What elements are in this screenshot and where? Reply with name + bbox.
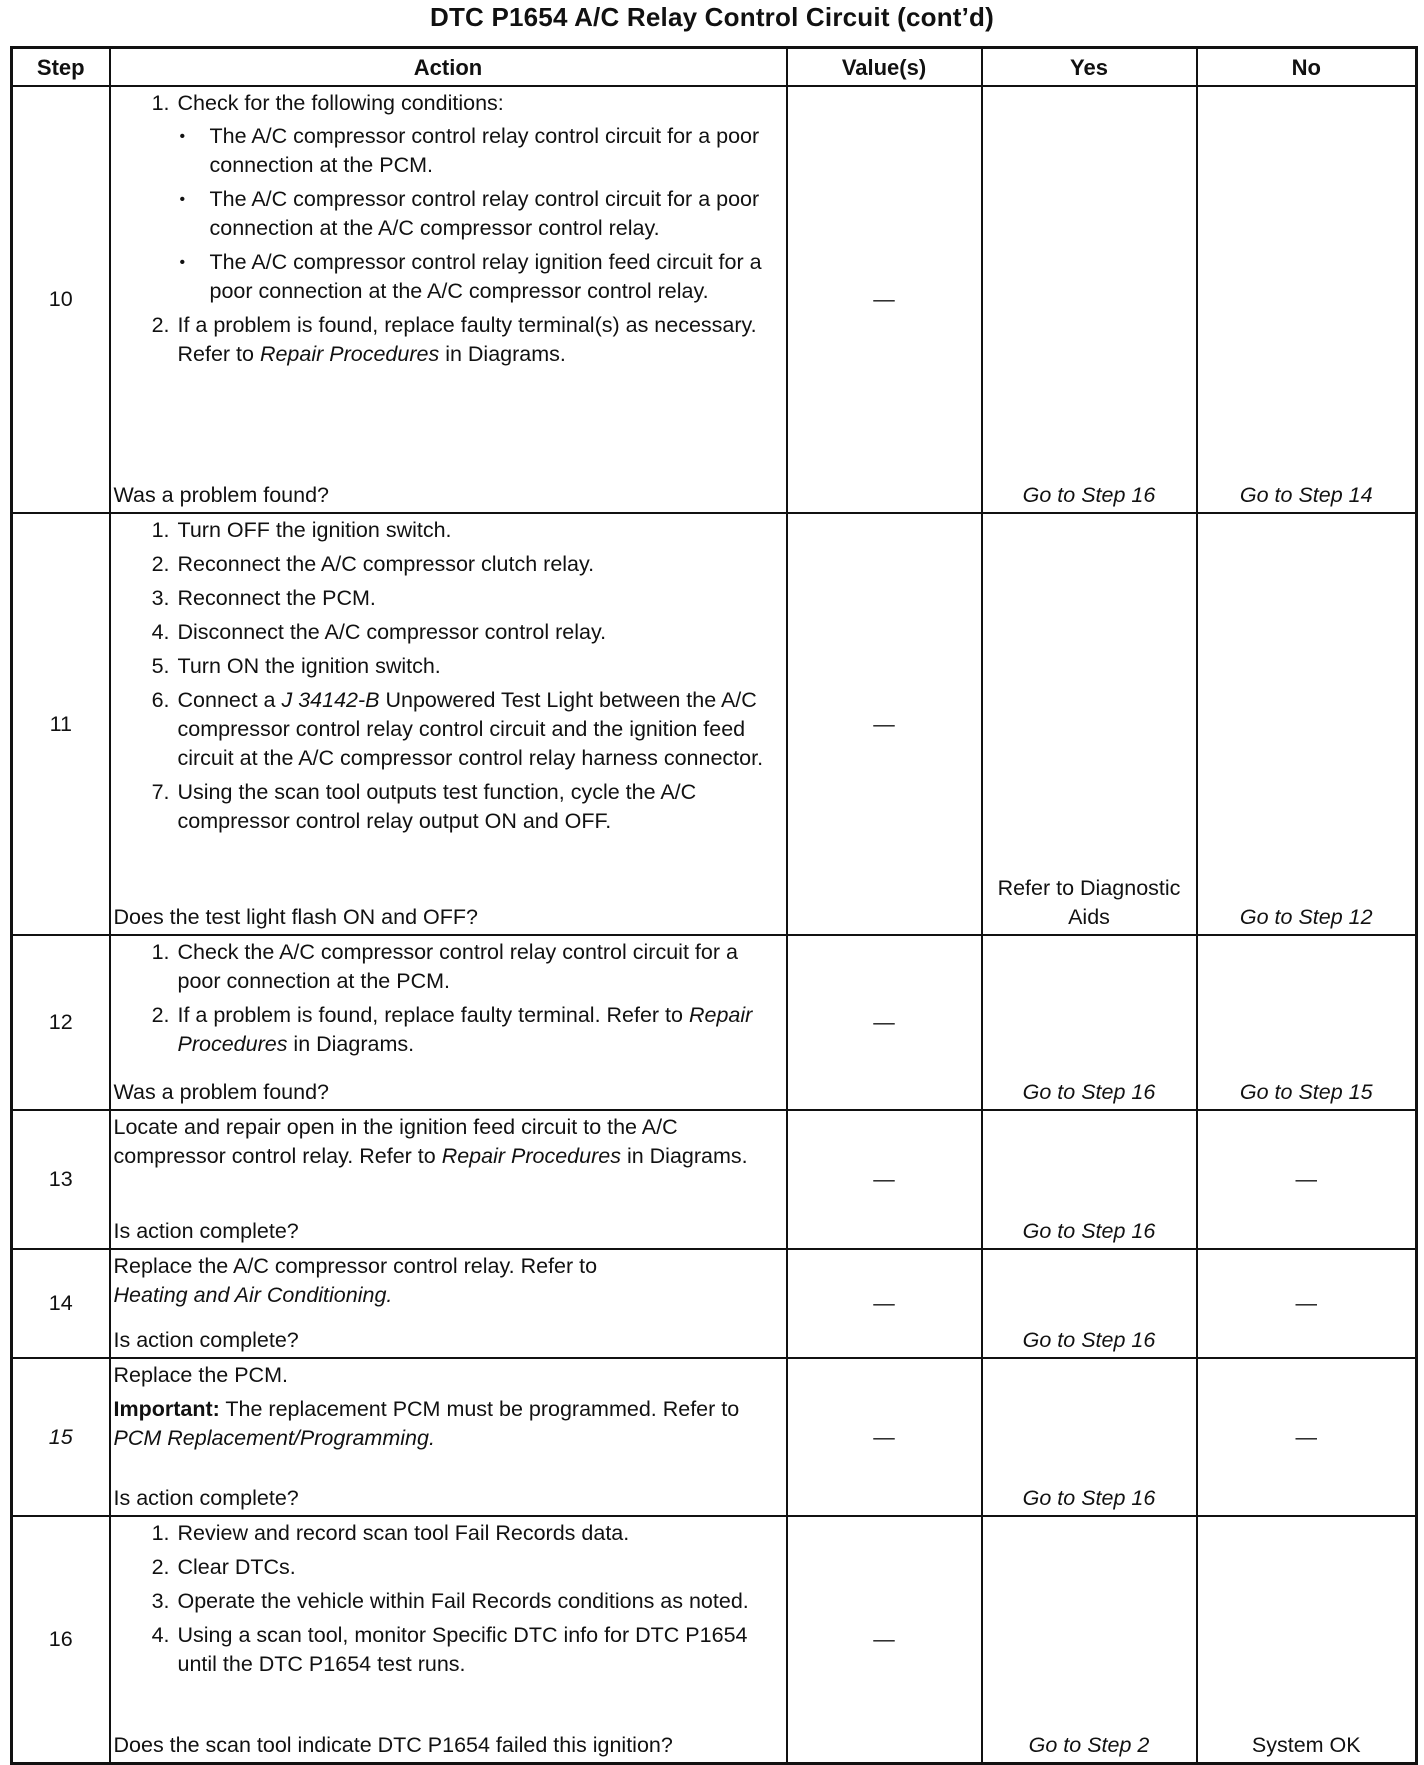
question: Is action complete? [113,1486,299,1510]
reference-link: Repair Procedures [259,342,440,366]
action-text: Replace the PCM. [113,1363,288,1387]
action-cell [110,513,787,935]
yes-cell: Go to Step 16 [982,1249,1197,1358]
action-cell [110,1516,787,1764]
list-item: 2. Clear DTCs. [176,1553,782,1582]
condition-list [178,122,782,306]
value-cell: — [787,1516,982,1764]
list-item: 2. Reconnect the A/C compressor clutch relay. [176,550,782,579]
step-number: 16 [12,1516,110,1764]
important-label: Important: [113,1397,220,1421]
no-cell: — [1197,1110,1417,1249]
value-cell: — [787,1358,982,1516]
yes-cell: Go to Step 16 [982,1358,1197,1516]
value-cell: — [787,1110,982,1249]
action-cell [110,935,787,1110]
yes-cell: Go to Step 2 [982,1516,1197,1764]
value-cell: — [787,513,982,935]
step-number: 13 [12,1110,110,1249]
reference-link: Heating and Air Conditioning. [113,1283,393,1307]
action-cell [110,1249,787,1358]
question: Does the test light flash ON and OFF? [113,905,478,929]
table-row-step-14 [12,1249,1417,1358]
header-step: Step [12,48,110,87]
list-item: 1. Check for the following conditions: • The A/C compressor control relay control circuit for a poor connection at the PCM. • The A/C compressor control relay control circuit for a poor connection at the A/C compressor control relay. • The A/C compressor control relay ignition feed circuit for a poor connection at the A/C compressor control relay. [176,89,782,306]
reference-link: Repair Procedures [177,1003,753,1056]
header-no: No [1197,48,1417,87]
value-cell: — [787,1249,982,1358]
list-item: • The A/C compressor control relay control circuit for a poor connection at the A/C compressor control relay. [206,185,782,243]
question: Was a problem found? [113,483,330,507]
yes-cell: Go to Step 16 [982,935,1197,1110]
table-row-step-13 [12,1110,1417,1249]
list-item: 3. Operate the vehicle within Fail Records conditions as noted. [176,1587,782,1616]
action-text: Replace the A/C compressor control relay. Refer to Heating and Air Conditioning. [113,1254,598,1307]
list-item: 3. Reconnect the PCM. [176,584,782,613]
list-item: 2. If a problem is found, replace faulty terminal(s) as necessary. Refer to Repair Procedures in Diagrams. [176,311,782,369]
list-item: 1. Review and record scan tool Fail Records data. [176,1519,782,1548]
header-row [12,48,1417,87]
reference-link: PCM Replacement/Programming. [113,1426,435,1450]
no-cell: Go to Step 15 [1197,935,1417,1110]
value-cell: — [787,86,982,513]
table-row-step-15 [12,1358,1417,1516]
step-number: 10 [12,86,110,513]
table-row-step-12 [12,935,1417,1110]
question: Is action complete? [113,1328,299,1352]
list-item: 1. Check the A/C compressor control relay control circuit for a poor connection at the PCM. [176,938,782,996]
table-row-step-11 [12,513,1417,935]
question: Does the scan tool indicate DTC P1654 failed this ignition? [113,1733,673,1757]
diagnostic-table [10,46,1418,1765]
tool-name: J 34142-B [281,688,380,712]
no-cell: — [1197,1358,1417,1516]
action-list [114,516,782,841]
action-list [114,1519,782,1684]
no-cell: — [1197,1249,1417,1358]
list-item: 5. Turn ON the ignition switch. [176,652,782,681]
list-item: • The A/C compressor control relay ignition feed circuit for a poor connection at the A/C compressor control relay. [206,248,782,306]
action-cell [110,1110,787,1249]
yes-cell: Go to Step 16 [982,1110,1197,1249]
no-cell: Go to Step 12 [1197,513,1417,935]
list-item: 7. Using the scan tool outputs test function, cycle the A/C compressor control relay output ON and OFF. [176,778,782,836]
list-item: • The A/C compressor control relay control circuit for a poor connection at the PCM. [206,122,782,180]
header-yes: Yes [982,48,1197,87]
no-cell: Go to Step 14 [1197,86,1417,513]
yes-cell: Go to Step 16 [982,86,1197,513]
list-item: 4. Disconnect the A/C compressor control relay. [176,618,782,647]
action-list [114,89,782,374]
list-item: 1. Turn OFF the ignition switch. [176,516,782,545]
table-row-step-10 [12,86,1417,513]
action-cell [110,86,787,513]
page-title: DTC P1654 A/C Relay Control Circuit (cont’d) [429,2,995,32]
yes-cell: Refer to Diagnostic Aids [982,513,1197,935]
no-cell: System OK [1197,1516,1417,1764]
action-text: Locate and repair open in the ignition feed circuit to the A/C compressor control relay. Refer to Repair Procedures in Diagrams. [113,1115,748,1168]
step-number: 14 [12,1249,110,1358]
value-cell: — [787,935,982,1110]
header-values: Value(s) [787,48,982,87]
action-list [114,938,782,1064]
step-number: 11 [12,513,110,935]
action-cell [110,1358,787,1516]
step-number: 12 [12,935,110,1110]
list-item: 4. Using a scan tool, monitor Specific DTC info for DTC P1654 until the DTC P1654 test runs. [176,1621,782,1679]
list-item: 6. Connect a J 34142-B Unpowered Test Light between the A/C compressor control relay control circuit and the ignition feed circuit at the A/C compressor control relay harness connector. [176,686,782,773]
question: Was a problem found? [113,1080,330,1104]
table-row-step-16 [12,1516,1417,1764]
important-note: Important: The replacement PCM must be programmed. Refer to PCM Replacement/Programming. [113,1397,740,1450]
header-action: Action [110,48,787,87]
list-item: 2. If a problem is found, replace faulty terminal. Refer to Repair Procedures in Diagrams. [176,1001,782,1059]
step-number: 15 [12,1358,110,1516]
question: Is action complete? [113,1219,299,1243]
reference-link: Repair Procedures [441,1144,621,1168]
